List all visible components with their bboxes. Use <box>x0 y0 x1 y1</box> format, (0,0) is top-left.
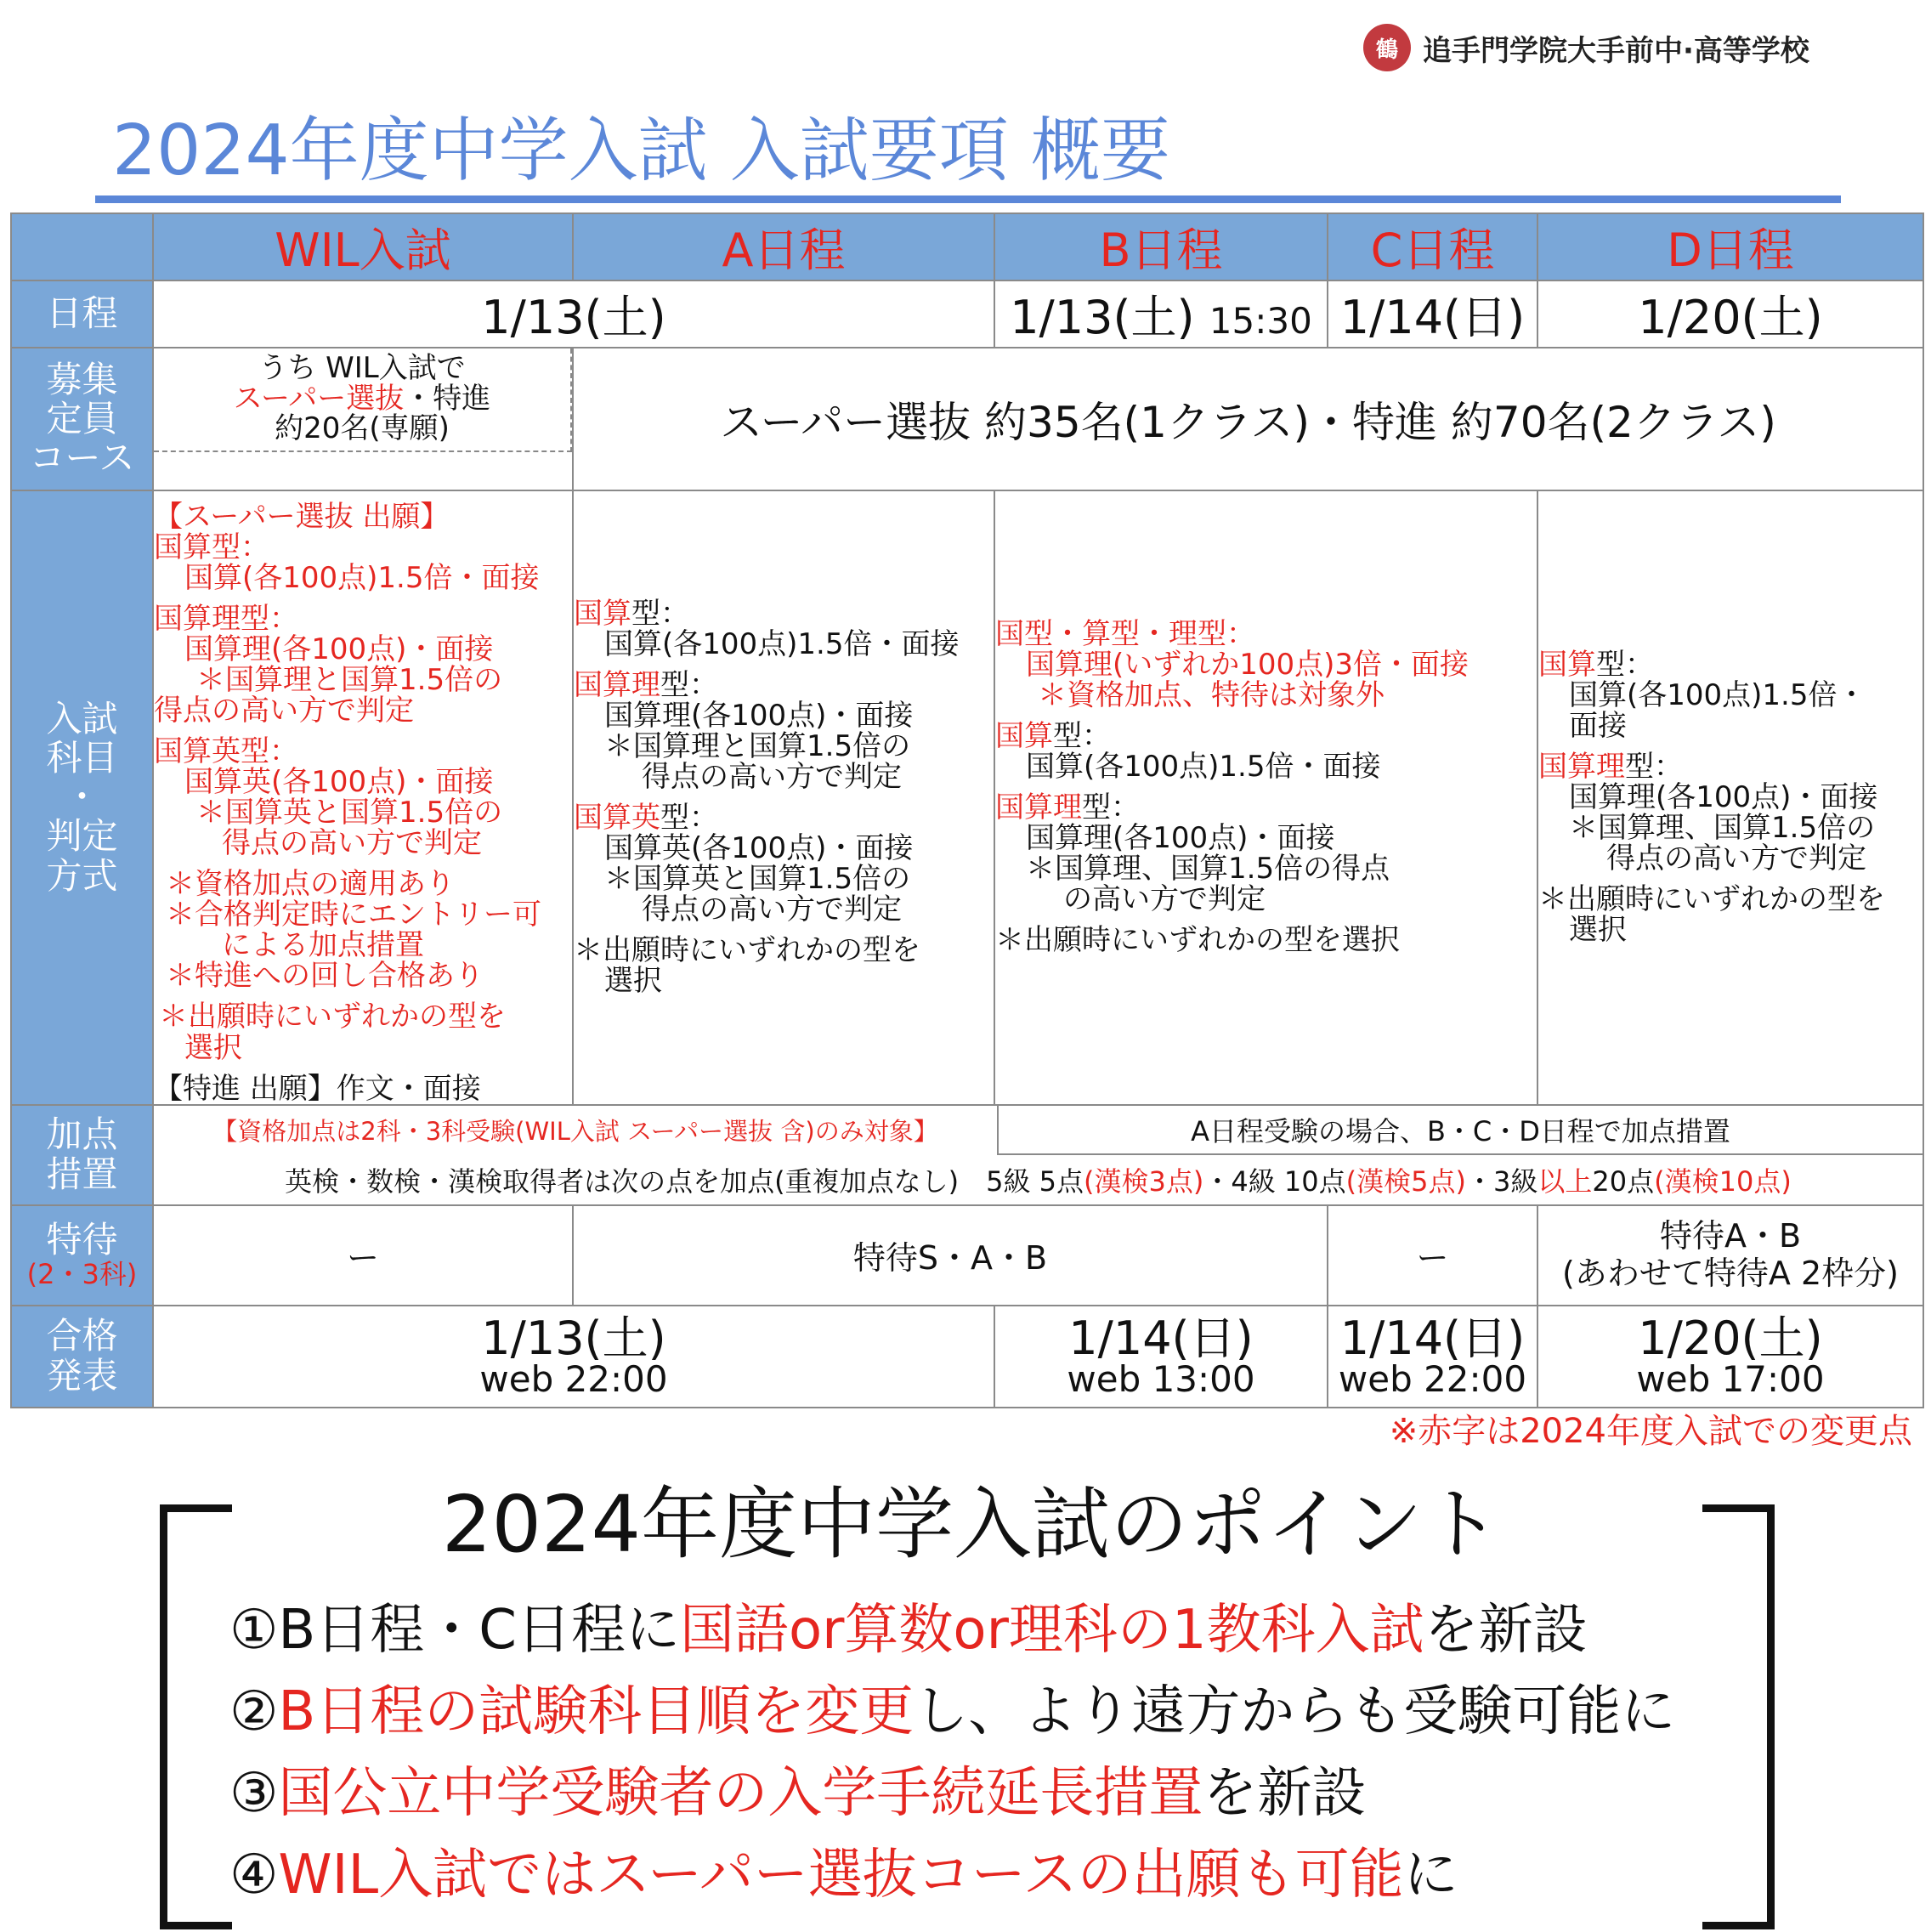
quota-wil-box <box>154 348 572 452</box>
bc-type2 <box>995 792 1537 823</box>
a-type1-red: 国算 <box>574 597 631 632</box>
d-line: ＊出願時にいずれかの型を <box>1538 882 1885 917</box>
result-b-time: web 13:00 <box>1067 1357 1255 1400</box>
bonus-scope: 【資格加点は2科・3科受験(WIL入試 スーパー選抜 含)のみ対象】 <box>212 1117 938 1147</box>
wil-line: ＊合格判定時にエントリー可 <box>166 898 541 932</box>
point-2-c: し、より遠方からも受験可能に <box>914 1680 1676 1743</box>
bonus-text-6: 以上 <box>1537 1164 1593 1198</box>
wil-line: 選択 <box>184 1030 242 1065</box>
date-b-day: 1/13(土) <box>1010 291 1195 344</box>
subjects-d <box>1537 490 1923 1105</box>
bc-type2-black: 型： <box>1082 790 1140 825</box>
admission-table <box>10 212 1924 1408</box>
point-1-b: 国語or算数or理科の1教科入試 <box>679 1599 1424 1662</box>
bc-line: の高い方で判定 <box>1063 882 1266 917</box>
d-line: 国算理(各100点)・面接 <box>1569 780 1878 815</box>
date-b <box>994 280 1328 348</box>
a-line: 得点の高い方で判定 <box>642 892 902 927</box>
bc-type2-red: 国算理 <box>995 790 1082 825</box>
point-3 <box>229 1749 1366 1827</box>
point-3-c: を新設 <box>1203 1762 1367 1825</box>
bc-line: ＊国算理、国算1.5倍の得点 <box>1026 852 1390 887</box>
wil-line: 国算英型： <box>154 734 298 769</box>
bc-line: 国型・算型・理型： <box>995 617 1255 651</box>
point-2-b: B日程の試験科目順を変更 <box>278 1680 915 1743</box>
title-underline <box>95 195 1841 203</box>
wil-line: ＊特進への回し合格あり <box>166 959 484 994</box>
bc-line: 国算(各100点)1.5倍・面接 <box>1026 750 1381 785</box>
d-line: ＊国算理、国算1.5倍の <box>1569 811 1876 846</box>
bc-type1-red: 国算 <box>995 719 1053 754</box>
col-header-wil: WIL入試 <box>153 213 573 280</box>
bonus-text-5: ・3級 <box>1466 1164 1538 1198</box>
bc-line: ＊出願時にいずれかの型を選択 <box>995 923 1400 958</box>
row-label-date: 日程 <box>11 280 153 348</box>
a-type1 <box>574 597 994 632</box>
subjects-bc <box>994 490 1537 1105</box>
point-1 <box>229 1586 1588 1664</box>
d-type2-red: 国算理 <box>1538 750 1625 785</box>
quota-wil-super: スーパー選抜 <box>233 381 405 416</box>
date-wil-a: 1/13(土) <box>153 280 994 348</box>
wil-line: 国算理(各100点)・面接 <box>184 632 494 667</box>
bc-type1-black: 型： <box>1053 719 1111 754</box>
a-type1-black: 型： <box>631 597 689 632</box>
page-title: 2024年度中学入試 入試要項 概要 <box>112 110 1170 191</box>
bonus-top <box>154 1106 1923 1155</box>
bonus-a-note: A日程受験の場合、B・C・D日程で加点措置 <box>997 1106 1923 1155</box>
bc-line: 国算理(各100点)・面接 <box>1026 821 1335 856</box>
date-row <box>11 280 1923 348</box>
wil-line: 【スーパー選抜 出願】 <box>154 500 450 534</box>
a-line: 国算(各100点)1.5倍・面接 <box>604 627 960 662</box>
quota-row <box>11 348 1923 490</box>
point-2 <box>229 1668 1675 1746</box>
point-1-a: ①B日程・C日程に <box>229 1599 680 1662</box>
point-4-a: ④ <box>229 1844 279 1907</box>
result-d <box>1537 1306 1923 1408</box>
right-bracket <box>1702 1504 1775 1929</box>
point-1-c: を新設 <box>1424 1599 1588 1662</box>
bonus-text-8: (漢検10点) <box>1654 1164 1792 1198</box>
bonus-text-2: (漢検3点) <box>1084 1164 1204 1198</box>
change-note: ※赤字は2024年度入試での変更点 <box>1389 1412 1912 1451</box>
result-c <box>1328 1306 1537 1408</box>
scholar-d-line2: (あわせて特待A 2枠分) <box>1562 1254 1899 1292</box>
bc-line: ＊資格加点、特待は対象外 <box>1038 678 1385 713</box>
result-c-time: web 22:00 <box>1338 1357 1527 1400</box>
d-type1 <box>1538 648 1923 683</box>
subjects-wil <box>153 490 573 1105</box>
bonus-cell <box>153 1105 1923 1205</box>
subjects-row <box>11 490 1923 1105</box>
quota-wil-line2 <box>154 381 570 416</box>
bonus-detail <box>154 1155 1923 1204</box>
bonus-text-1: 英検・数検・漢検取得者は次の点を加点(重複加点なし) 5級 5点 <box>285 1164 1084 1198</box>
a-type3-black: 型： <box>660 801 718 836</box>
result-c-date: 1/14(日) <box>1339 1311 1526 1365</box>
d-line: 選択 <box>1569 913 1627 948</box>
d-type2-black: 型： <box>1625 750 1683 785</box>
scholar-d-line1: 特待A・B <box>1659 1216 1802 1255</box>
row-label-bonus: 加点 措置 <box>11 1105 153 1205</box>
school-name: 追手門学院大手前中·高等学校 <box>1423 33 1809 68</box>
subjects-a <box>573 490 994 1105</box>
bc-line: 国算理(いずれか100点)3倍・面接 <box>1026 648 1469 683</box>
a-type2-black: 型： <box>660 668 718 703</box>
bonus-text-3: ・4級 10点 <box>1203 1164 1346 1198</box>
point-2-a: ② <box>229 1680 279 1743</box>
point-3-a: ③ <box>229 1762 279 1825</box>
point-4-b: WIL入試ではスーパー選抜コースの出願も可能 <box>278 1844 1404 1907</box>
a-line: ＊国算理と国算1.5倍の <box>604 729 911 764</box>
scholar-d <box>1537 1205 1923 1306</box>
a-line: 国算理(各100点)・面接 <box>604 699 914 734</box>
scholar-sublabel: (2・3科) <box>26 1258 138 1291</box>
wil-line: 国算(各100点)1.5倍・面接 <box>184 561 540 596</box>
bonus-row <box>11 1105 1923 1205</box>
quota-wil <box>153 348 573 490</box>
row-label-scholarship <box>11 1205 153 1306</box>
quota-wil-line3: 約20名(専願) <box>275 411 450 446</box>
point-3-b: 国公立中学受験者の入学手続延長措置 <box>278 1762 1203 1825</box>
col-header-d: D日程 <box>1537 213 1923 280</box>
left-bracket <box>160 1504 232 1929</box>
d-type2 <box>1538 750 1923 785</box>
wil-line: ＊国算英と国算1.5倍の <box>196 796 503 830</box>
school-logo: 鶴 <box>1363 24 1411 71</box>
col-header-b: B日程 <box>994 213 1328 280</box>
d-line: 得点の高い方で判定 <box>1606 841 1866 876</box>
col-header-a: A日程 <box>573 213 994 280</box>
d-type1-red: 国算 <box>1538 648 1596 683</box>
row-label-result: 合格 発表 <box>11 1306 153 1408</box>
wil-line: ＊出願時にいずれかの型を <box>159 1000 506 1034</box>
wil-line: 得点の高い方で判定 <box>222 826 482 861</box>
points-title: 2024年度中学入試のポイント <box>270 1462 1673 1574</box>
column-header-row <box>11 213 1923 280</box>
a-type3 <box>574 801 994 836</box>
result-d-date: 1/20(土) <box>1638 1311 1823 1365</box>
scholar-wil: ー <box>153 1205 573 1306</box>
result-wa-date: 1/13(土) <box>481 1311 666 1365</box>
corner-cell <box>11 213 153 280</box>
point-4 <box>229 1831 1458 1909</box>
wil-line: 得点の高い方で判定 <box>154 694 414 728</box>
result-row <box>11 1306 1923 1408</box>
result-wa-time: web 22:00 <box>479 1357 668 1400</box>
bonus-text-4: (漢検5点) <box>1345 1164 1466 1198</box>
wil-line: 国算理型： <box>154 602 298 637</box>
scholarship-row <box>11 1205 1923 1306</box>
result-d-time: web 17:00 <box>1636 1357 1825 1400</box>
quota-main: スーパー選抜 約35名(1クラス)・特進 約70名(2クラス) <box>573 348 1923 490</box>
date-c: 1/14(日) <box>1328 280 1537 348</box>
quota-wil-line1: うち WIL入試で <box>258 351 466 385</box>
a-line: ＊国算英と国算1.5倍の <box>604 862 911 897</box>
bonus-text-7: 20点 <box>1592 1164 1655 1198</box>
result-wil-a <box>153 1306 994 1408</box>
scholar-label: 特待 <box>46 1218 118 1261</box>
result-b <box>994 1306 1328 1408</box>
wil-line: 国算英(各100点)・面接 <box>184 765 494 800</box>
scholar-ab: 特待S・A・B <box>573 1205 1328 1306</box>
a-line: 得点の高い方で判定 <box>642 760 902 795</box>
a-line: 選択 <box>604 964 662 999</box>
wil-line: 【特進 出願】作文・面接 <box>154 1071 481 1106</box>
a-line: ＊出願時にいずれかの型を <box>574 933 920 968</box>
a-type2-red: 国算理 <box>574 668 660 703</box>
quota-wil-tokushin: ・特進 <box>404 381 491 416</box>
wil-line: ＊国算理と国算1.5倍の <box>196 663 503 698</box>
col-header-c: C日程 <box>1328 213 1537 280</box>
a-type3-red: 国算英 <box>574 801 660 836</box>
bc-type1 <box>995 719 1537 754</box>
point-4-c: に <box>1403 1844 1458 1907</box>
wil-line: による加点措置 <box>222 928 424 963</box>
scholar-c: ー <box>1328 1205 1537 1306</box>
d-line: 面接 <box>1569 709 1627 744</box>
row-label-subjects: 入試 科目 ・ 判定 方式 <box>11 490 153 1105</box>
a-line: 国算英(各100点)・面接 <box>604 831 914 866</box>
row-label-quota: 募集 定員 コース <box>11 348 153 490</box>
a-type2 <box>574 668 994 703</box>
d-type1-black: 型： <box>1596 648 1654 683</box>
school-header <box>1363 24 1809 71</box>
wil-line: ＊資格加点の適用あり <box>166 867 455 902</box>
date-b-time: 15:30 <box>1209 300 1312 342</box>
wil-line: 国算型： <box>154 530 269 565</box>
d-line: 国算(各100点)1.5倍・ <box>1569 678 1866 713</box>
result-b-date: 1/14(日) <box>1068 1311 1254 1365</box>
date-d: 1/20(土) <box>1537 280 1923 348</box>
